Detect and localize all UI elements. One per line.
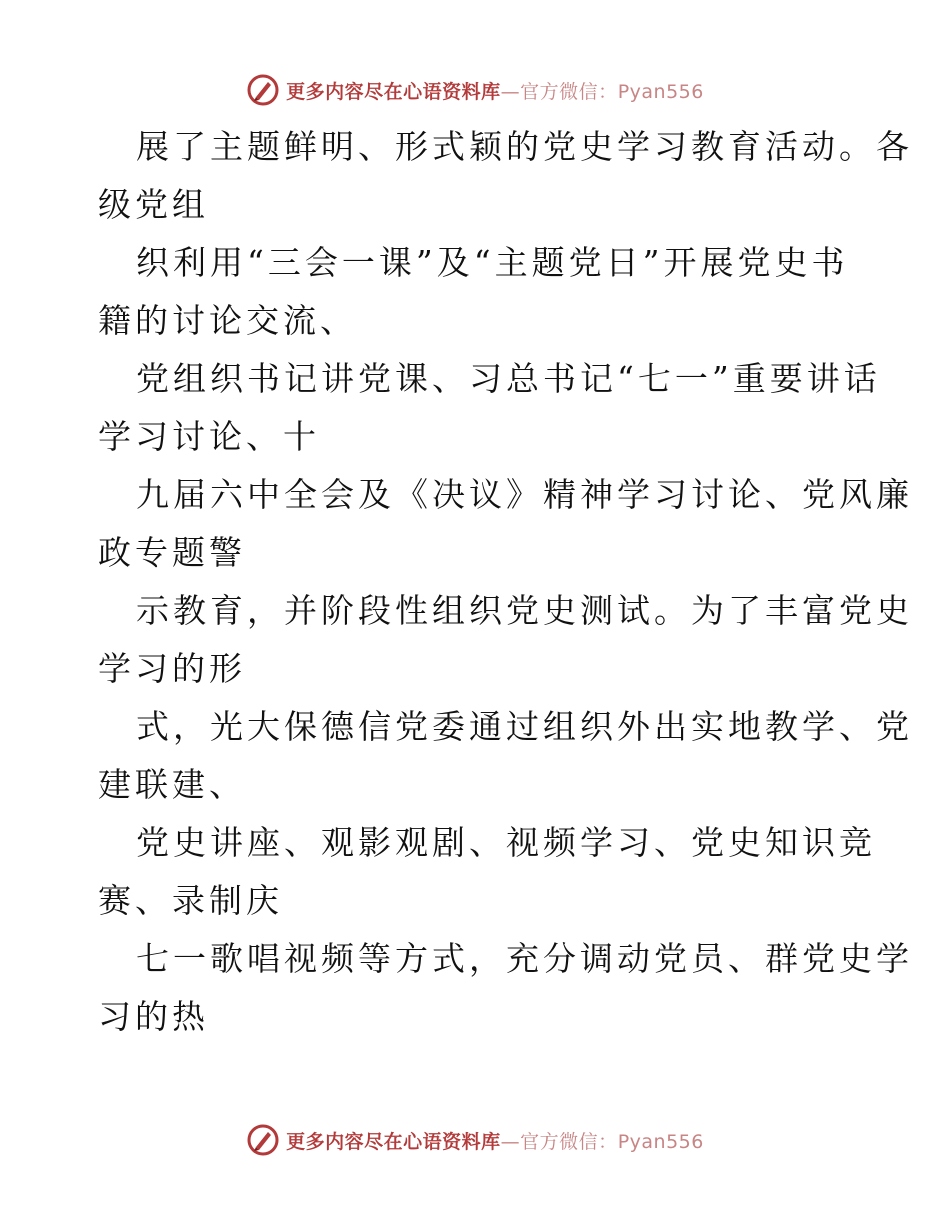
paragraph bbox=[98, 930, 913, 1046]
footer-banner bbox=[0, 1120, 950, 1160]
paragraph-first-line: 示教育，并阶段性组织党史测试。为了丰富党史 bbox=[136, 591, 913, 630]
banner-separator: — bbox=[500, 80, 521, 103]
paragraph bbox=[98, 234, 858, 350]
paragraph-first-line: 党组织书记讲党课、习总书记“七一”重要讲话 bbox=[136, 359, 881, 398]
paragraph-first-line: 织利用“三会一课”及“主题党日”开展党史书 bbox=[136, 243, 849, 282]
banner-separator: — bbox=[500, 1130, 521, 1153]
banner-wechat-id: Pyan556 bbox=[617, 1130, 704, 1153]
banner-wechat-label: 官方微信： bbox=[520, 80, 618, 103]
paragraph-first-line: 展了主题鲜明、形式颖的党史学习教育活动。各 bbox=[136, 127, 913, 166]
paragraph-continuation: 赛、录制庆 bbox=[98, 881, 283, 920]
document-body bbox=[98, 118, 913, 1046]
paragraph bbox=[98, 582, 913, 698]
paragraph bbox=[98, 118, 913, 234]
paragraph-first-line: 式，光大保德信党委通过组织外出实地教学、党 bbox=[136, 707, 913, 746]
banner-wechat-id: Pyan556 bbox=[617, 80, 704, 103]
paragraph-continuation: 学习讨论、十 bbox=[98, 417, 320, 456]
paragraph-continuation: 政专题警 bbox=[98, 533, 246, 572]
paragraph bbox=[98, 698, 913, 814]
paragraph-continuation: 籍的讨论交流、 bbox=[98, 301, 357, 340]
paragraph-continuation: 级党组 bbox=[98, 185, 209, 224]
banner-wechat-label: 官方微信： bbox=[520, 1130, 618, 1153]
pen-logo-icon bbox=[246, 1123, 280, 1157]
paragraph-first-line: 九届六中全会及《决议》精神学习讨论、党风廉 bbox=[136, 475, 913, 514]
banner-text bbox=[286, 77, 704, 104]
paragraph-continuation: 建联建、 bbox=[98, 765, 246, 804]
paragraph bbox=[98, 466, 913, 582]
banner-site-text: 更多内容尽在心语资料库 bbox=[286, 80, 501, 103]
paragraph bbox=[98, 350, 881, 466]
banner-content bbox=[246, 1123, 704, 1157]
banner-text bbox=[286, 1127, 704, 1154]
paragraph bbox=[98, 814, 876, 930]
paragraph-first-line: 党史讲座、观影观剧、视频学习、党史知识竞 bbox=[136, 823, 876, 862]
paragraph-first-line: 七一歌唱视频等方式，充分调动党员、群党史学 bbox=[136, 939, 913, 978]
banner-content bbox=[246, 73, 704, 107]
banner-site-text: 更多内容尽在心语资料库 bbox=[286, 1130, 501, 1153]
paragraph-continuation: 习的热 bbox=[98, 997, 209, 1036]
paragraph-continuation: 学习的形 bbox=[98, 649, 246, 688]
pen-logo-icon bbox=[246, 73, 280, 107]
header-banner bbox=[0, 70, 950, 110]
